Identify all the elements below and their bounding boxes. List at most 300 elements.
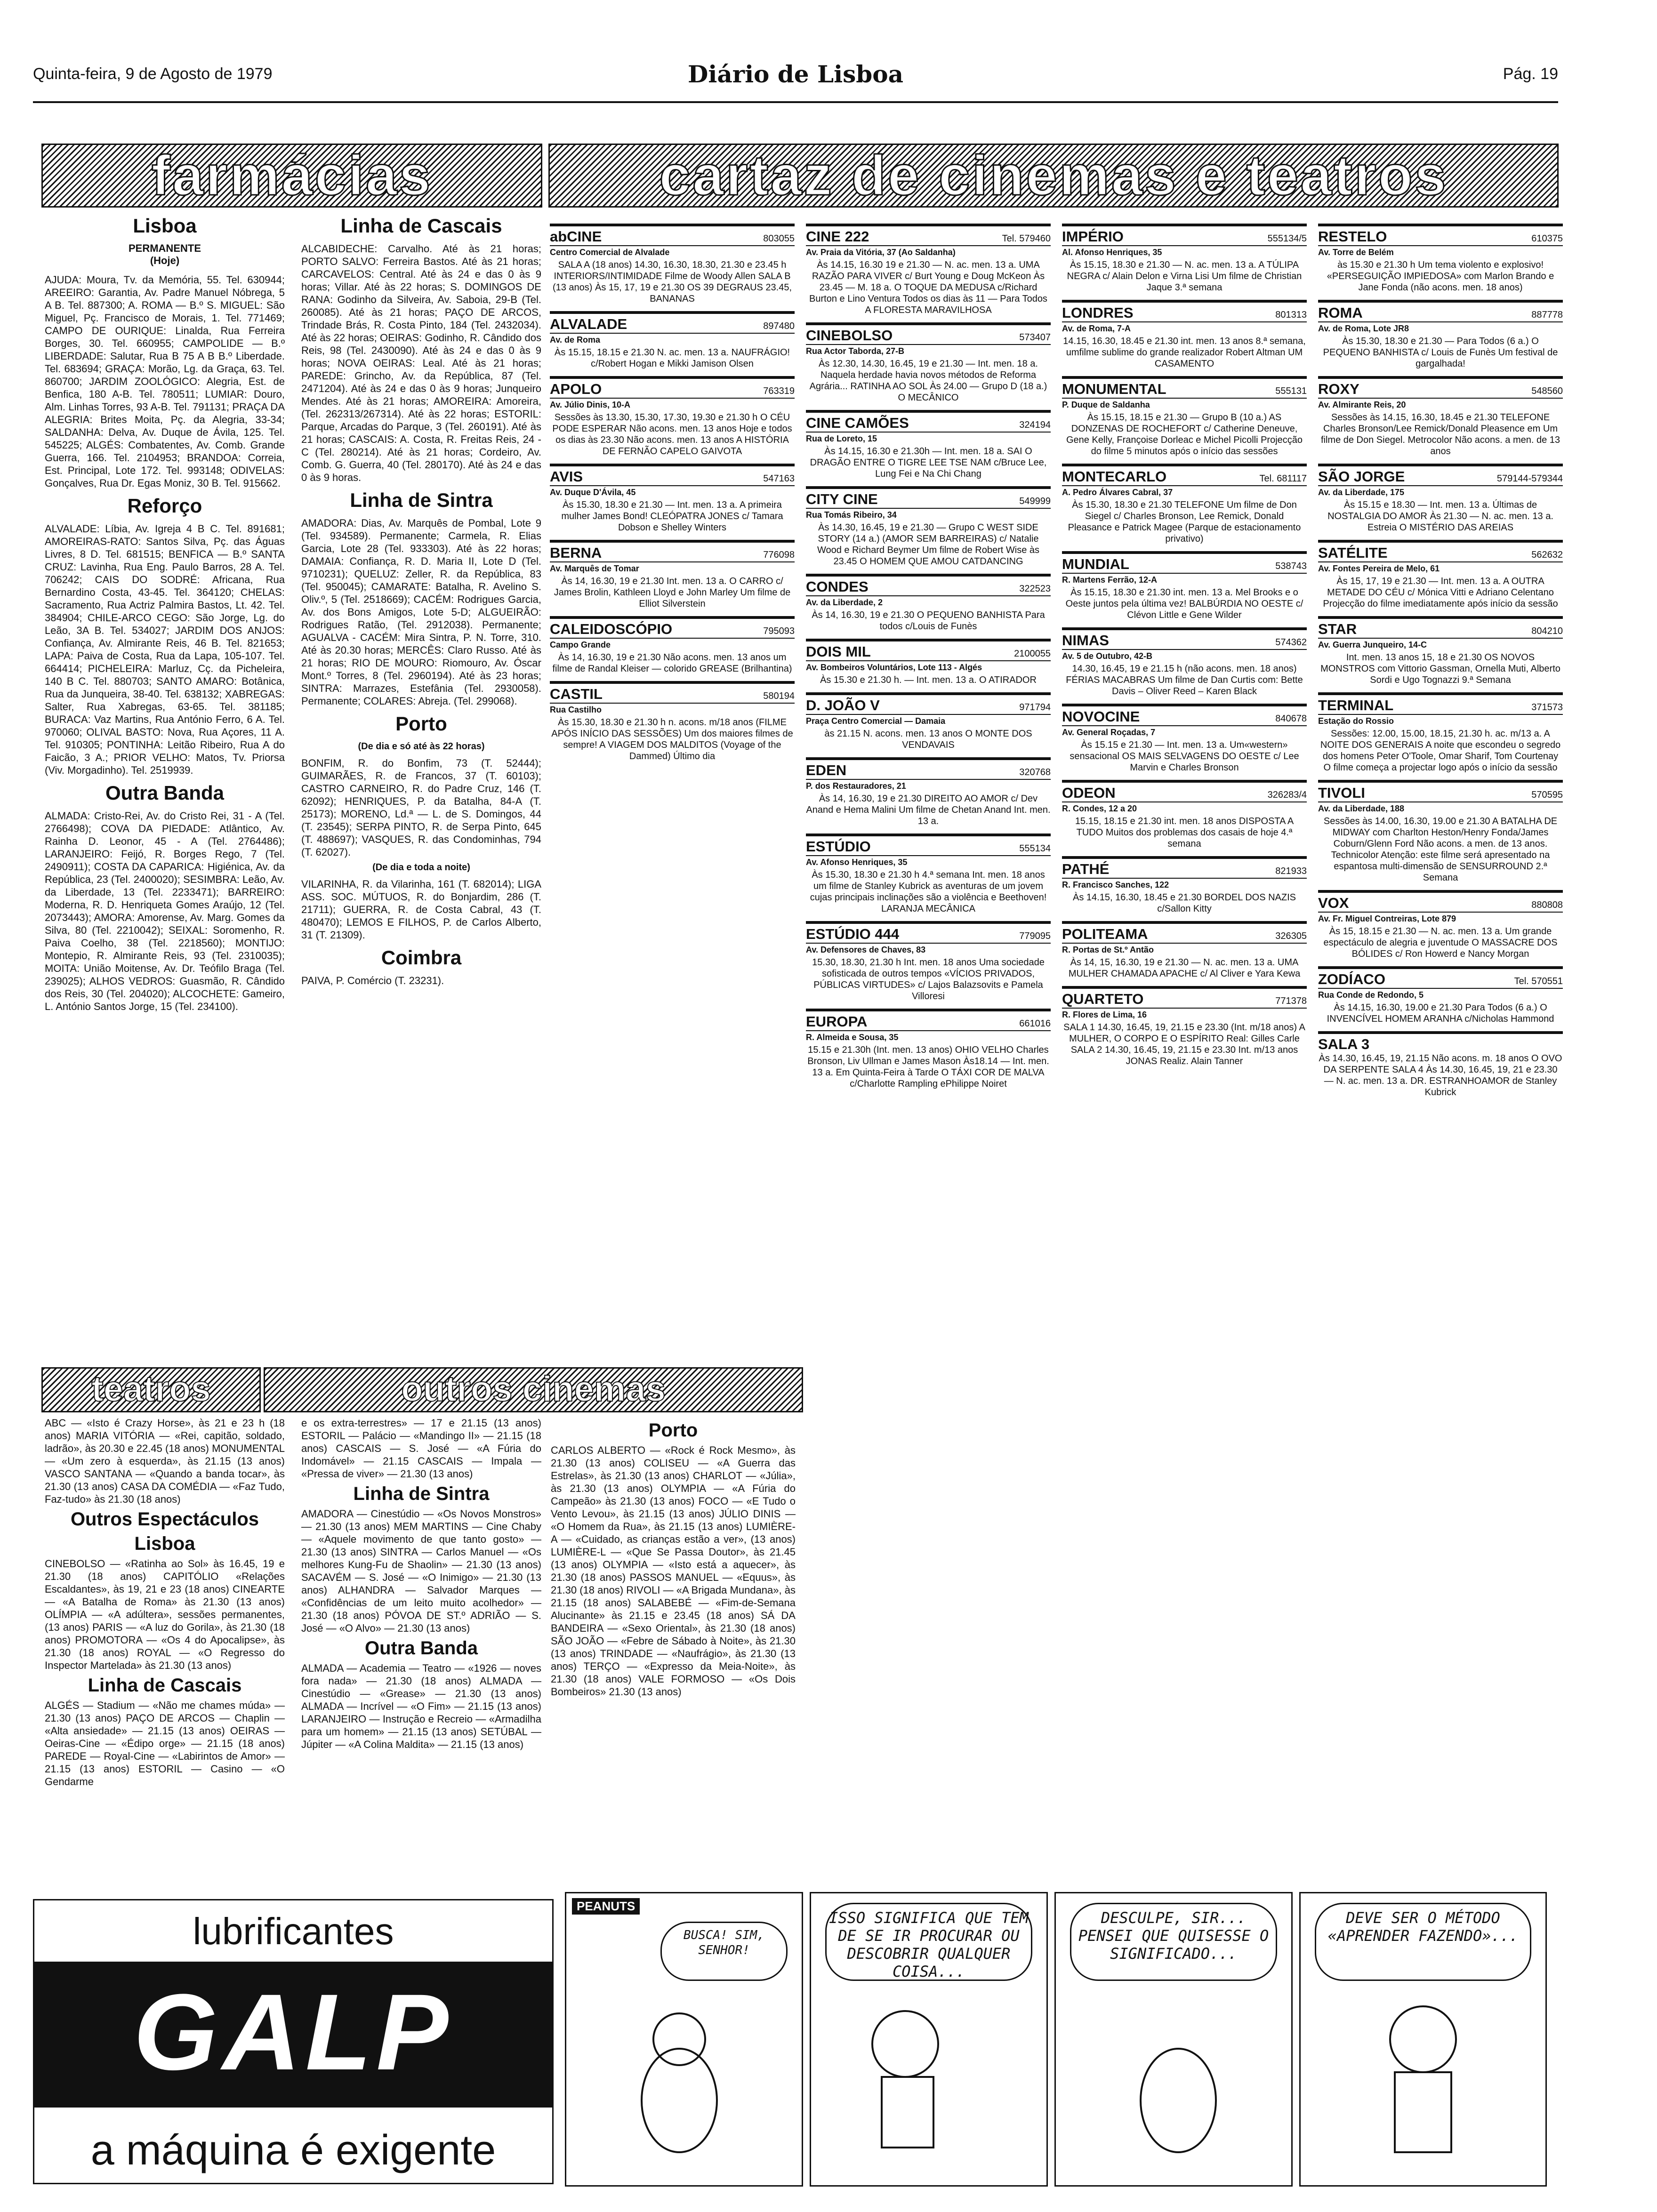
cinema-address: Praça Centro Comercial — Damaia	[806, 714, 1051, 728]
cinema-program: Int. men. 13 anos 15, 18 e 21.30 OS NOVOS MONSTROS com Vittorio Gassman, Ornella Muti, Alberto Sordi e Ugo Tognazzi 9.ª Semana	[1320, 652, 1560, 685]
cinema-program: Às 15, 17, 19 e 21.30 — Int. men. 13 a. A OUTRA METADE DO CÉU c/ Mónica Vitti e Adriano Celentano Projecção do filme imediatamente após início da sessão	[1323, 576, 1558, 609]
cascais-list: ALCABIDECHE: Carvalho. Até às 21 horas; PORTO SALVO: Ferreira Bastos. Até às 21 horas; CARCAVELOS: Central. Até às 24 e das 0 às 9 horas; Villar. Até às 22 horas; S. DOMINGOS DE RANA: Godinho da Silveira, Av. Saboia, 29-B (Tel. 260085). Até às 21 horas; PAÇO DE ARCOS, Trindade Brás, R. Costa Pinto, 184 (Tel. 2432034). Até às 22 horas; OEIRAS: Godinho, R. Cândido dos Reis, 98 (Tel. 2430090). Até às 24 e das 0 às 9 horas; NOVA OEIRAS: Leal. Até às 21 horas; PAREDE: Grincho, Av. da República, 87 (Tel. 2471204). Até às 24 e das 0 às 9 horas; Junqueiro Mendes. Até às 21 horas; AMOREIRA: Amoreira, (Tel. 262313/267314). Até às 22 horas; ESTORIL: Parque, Arcadas do Parque, 3 (Tel. 260191). Até às 21 horas; CASCAIS: A. Costa, R. Freitas Reis, 24 - C (Tel. 280214). Até às 21 horas; Cordeiro, Av. Comb. G. Guerra, 40 (Tel. 280170). Até às 24 e das 0 às 9 horas.	[301, 243, 541, 483]
cinema-name: SATÉLITE	[1318, 545, 1388, 561]
farmacias-title: farmácias	[151, 144, 433, 207]
cinema-header	[1318, 893, 1563, 912]
reforco-heading: Reforço	[127, 495, 202, 517]
cinema-listing-dois-mil	[806, 639, 1051, 686]
cinema-phone: Tel. 570551	[1514, 976, 1563, 986]
cinema-header	[1062, 783, 1307, 801]
cinema-listing-nimas	[1062, 627, 1307, 697]
cinema-header	[806, 1011, 1051, 1030]
farmacias-lisboa-column	[45, 209, 285, 1362]
cinema-listing-alvalade	[550, 311, 795, 369]
outros-sintra-list: AMADORA — Cinestúdio — «Os Novos Monstros» — 21.30 (13 anos) MEM MARTINS — Cine Chaby — «Aquele movimento de que tanto gosto» — 21.30 (13 anos) SINTRA — Carlos Manuel — «Os melhores Kung-Fu de Shaolin» — 21.30 (13 anos) SACAVÉM — S. José — «O Inimigo» — 21.30 (13 anos) ALHANDRA — Salvador Marques — «Confidências de um leito muito acolhedor» — 21.30 (18 anos) PÓVOA DE ST.º ADRIÃO — S. José — «O Alvo» — 21.30 (13 anos)	[301, 1508, 541, 1634]
cinema-phone: 320768	[1019, 767, 1051, 777]
cinema-address: Av. Praia da Vitória, 37 (Ao Saldanha)	[806, 245, 1051, 259]
speech-bubble-3: DESCULPE, SIR... PENSEI QUE QUISESSE O SIGNIFICADO...	[1070, 1903, 1277, 1981]
comic-panel-2	[810, 1892, 1048, 2187]
teatros-cascais-list: ALGÉS — Stadium — «Não me chames múda» — 21.30 (13 anos) PAÇO DE ARCOS — Chaplin — «Alta ansiedade» — 21.15 (13 anos) OEIRAS — Oeiras-Cine — «Édipo orge» — 21.15 (18 anos) PAREDE — Royal-Cine — «Labirintos de Amor» — 21.15 (13 anos) ESTORIL — Casino — «O Gendarme	[45, 1699, 285, 1787]
cinema-program: Às 14, 15, 16.30, 19 e 21.30 — N. ac. men. 13 a. UMA MULHER CHAMADA APACHE c/ Al Cliver e Yara Kewa	[1068, 957, 1301, 979]
cinema-phone: 795093	[763, 626, 795, 636]
page-header	[33, 60, 1558, 93]
cartaz-title: cartaz de cinemas e teatros	[659, 144, 1448, 207]
cinema-header	[806, 489, 1051, 508]
cinema-phone: 2100055	[1014, 649, 1051, 659]
cinema-phone: 803055	[763, 233, 795, 244]
comic-panel-4	[1299, 1892, 1547, 2187]
cinema-phone: 574362	[1275, 637, 1307, 648]
ad-slogan: a máquina é exigente	[90, 2127, 496, 2174]
cinema-phone: Tel. 681117	[1259, 473, 1307, 484]
cinema-program: Às 14, 16.30, 19 e 21.30 Int. men. 13 a. O CARRO c/ James Brolin, Kathleen Lloyd e John Marley Um filme de Elliot Silverstein	[554, 576, 791, 609]
cinema-listing-eden	[806, 757, 1051, 827]
cinema-address: Av. Marquês de Tomar	[550, 561, 795, 576]
cinema-header	[806, 226, 1051, 245]
cinema-phone: 570595	[1531, 790, 1563, 800]
cinema-program: Às 15, 18.15 e 21.30 — N. ac. men. 13 a. Um grande espectáculo de alegria e juventude O MASSACRE DOS BÓLIDES c/ Ron Howerd e Nancy Morgan	[1323, 926, 1558, 959]
cinema-program: Às 14.15, 16.30 e 21.30h — Int. men. 18 a. SAI O DRAGÃO ENTRE O TIGRE LEE TSE NAM c/Bruce Lee, Lung Fei e Na Chi Chang	[810, 446, 1047, 479]
outros-sintra-heading: Linha de Sintra	[353, 1483, 490, 1504]
cinema-address: R. Martens Ferrão, 12-A	[1062, 573, 1307, 587]
cinema-name: MONUMENTAL	[1062, 381, 1166, 397]
cinema-phone: 771378	[1275, 996, 1307, 1006]
cinema-phone: 971794	[1019, 702, 1051, 713]
outros-cinemas-column-1	[301, 1417, 541, 1887]
speech-bubble-4: DEVE SER O MÉTODO «APRENDER FAZENDO»...	[1315, 1903, 1531, 1981]
cinema-name: STAR	[1318, 621, 1357, 637]
cinema-column-3	[1062, 224, 1307, 1880]
cinema-name: CONDES	[806, 578, 869, 595]
cinema-phone: 549999	[1019, 496, 1051, 506]
outros-espectaculos-list: CINEBOLSO — «Ratinha ao Sol» às 16.45, 19 e 21.30 (18 anos) CAPITÓLIO «Relações Escaldantes», às 19, 21 e 23 (18 anos) CINEARTE — «A Batalha de Roma» às 21.30 (13 anos) OLÍMPIA — «A adúltera», sessões permanentes, (13 anos) PARIS — «A luz do Gorila», às 21.30 (18 anos) PROMOTORA — «Os 4 do Apocalipse», às 21.30 (18 anos) ROYAL — «O Regresso do Inspector Martelada» às 21.30 (13 anos)	[45, 1558, 285, 1671]
cinema-address: R. Almeida e Sousa, 35	[806, 1030, 1051, 1044]
cinema-header	[550, 466, 795, 485]
cinema-listing-berna	[550, 540, 795, 609]
cinema-name: ALVALADE	[550, 316, 627, 332]
cinema-phone: 371573	[1531, 702, 1563, 713]
cinema-program: Às 15.15, 18.15 e 21.30 — Grupo B (10 a.) AS DONZENAS DE ROCHEFORT c/ Catherine Deneuve, Gene Kelly, Françoise Dorleac e Michel Picolli Projecção do filme 5 minutos após o início das sessões	[1066, 412, 1303, 457]
cinema-column-4	[1318, 224, 1563, 1880]
cinema-program: Sessões às 14.15, 16.30, 18.45 e 21.30 TELEFONE Charles Bronson/Lee Remick/Donald Pleasence em Um filme de Don Siegel. Metrocolor Não acons. a men. de 13 anos	[1320, 412, 1560, 457]
cinema-program: SALA A (18 anos) 14.30, 16.30, 18.30, 21.30 e 23.45 h INTERIORS/INTIMIDADE Filme de Woody Allen SALA B (13 anos) Às 15, 17, 19 e 21.30 OS 39 DEGRAUS 23.45, BANANAS	[552, 260, 792, 304]
cinema-header	[1062, 466, 1307, 485]
cinema-program: Às 15.30, 18.30 e 21.30 TELEFONE Um filme de Don Siegel c/ Charles Bronson, Lee Remick, Donald Pleasance e Patrick Magee (Parque de estacionamento privativo)	[1068, 500, 1301, 544]
farmacias-linhas-column	[301, 209, 541, 1362]
cinema-header	[806, 325, 1051, 344]
cinema-phone: 579144-579344	[1496, 473, 1563, 484]
cinema-listing-cine-222	[806, 224, 1051, 316]
cinema-program: Sessões: 12.00, 15.00, 18.15, 21.30 h. ac. m/13 a. A NOITE DOS GENERAIS A noite que escondeu o segredo dos homens Peter O'Toole, Omar Sharif, Tom Courtenay O filme começa a projectar logo após o início da sessão	[1320, 729, 1561, 773]
cinema-name: APOLO	[550, 381, 602, 397]
cinema-program: Às 15.15 e 18.30 — Int. men. 13 a. Últimas de NOSTALGIA DO AMOR Às 21.30 — N. ac. men. 13 a. Estreia O MISTÉRIO DAS AREIAS	[1327, 500, 1553, 533]
cinema-phone: 573407	[1019, 332, 1051, 343]
cinema-header	[1062, 630, 1307, 649]
cinema-program: Às 14.30, 16.45, 19 e 21.30 — Grupo C WEST SIDE STORY (14 a.) (AMOR SEM BARREIRAS) c/ Natalie Wood e Richard Beymer Um filme de Robert Wise às 23.45 O HOMEM QUE AMOU CATDANCING	[817, 522, 1039, 567]
outros-lisboa-heading: Lisboa	[134, 1533, 195, 1554]
cinema-name: CINE 222	[806, 228, 869, 245]
reforco-list: ALVALADE: Líbia, Av. Igreja 4 B C. Tel. 891681; AMOREIRAS-RATO: Santos Silva, Pç. das Águas Livres, 8 D. Tel. 681515; BENFICA — B.º SANTA CRUZ: Lavinha, Rua Eng. Paulo Barros, 28 A. Tel. 706242; CAIS DO SODRÉ: Africana, Rua Bernardino Costa, 43-45. Tel. 364120; CHELAS: Sacramento, Rua Actriz Palmira Bastos, Lt. 42. Tel. 384904; CHILE-ARCO CEGO: São Jorge, Lg. do Leão, 3A B. Tel. 534027; JARDIM DOS ANJOS: Confiança, Av. Almirante Reis, 46 B. Tel. 821653; LAPA: Paiva de Costa, Rua da Lapa, 105-107. Tel. 664414; PICHELEIRA: Marluz, Cç. da Picheleira, 140 B C. Tel. 880703; SANTO AMARO: Botânica, Rua da Junqueira, 38-40. Tel. 638132; XABREGAS: Salter, Rua Xabregas, 63-65. Tel. 381185; BURACA: Vaz Martins, Rua António Ferro, 6 A. Tel. 970060; OLIVAL BASTO: Nova, Rua Açores, 11 A. Tel. 910305; PONTINHA: Leitão Ribeiro, Rua A do Faicão, 3 A.; PRIOR VELHO: Matos, Tv. Priorsa (Viv. Morgadinho). Tel. 2519939.	[45, 523, 285, 776]
cinema-address: P. Duque de Saldanha	[1062, 398, 1307, 412]
cinema-program: Às 14, 16.30, 19 e 21.30 O PEQUENO BANHISTA Para todos c/Louis de Funès	[812, 610, 1045, 632]
cinema-phone: 326283/4	[1267, 790, 1307, 800]
cinema-address: Av. de Roma	[550, 333, 795, 347]
cinema-listing-vox	[1318, 890, 1563, 960]
cinema-address: Av. Duque D'Ávila, 45	[550, 485, 795, 499]
cinema-listing-sao-jorge	[1318, 464, 1563, 533]
cinema-header	[550, 543, 795, 561]
cinema-listing-odeon	[1062, 780, 1307, 850]
cinema-name: NOVOCINE	[1062, 708, 1140, 725]
teatros-banner	[41, 1367, 261, 1412]
cinema-program: às 21.15 N. acons. men. 13 anos O MONTE DOS VENDAVAIS	[824, 729, 1032, 750]
teatros-title: teatros	[91, 1369, 211, 1409]
porto-heading: Porto	[395, 713, 447, 735]
cinema-address: Al. Afonso Henriques, 35	[1062, 245, 1307, 259]
cinema-listing-cine-camoes	[806, 410, 1051, 480]
cinema-name: abCINE	[550, 228, 602, 245]
speech-bubble-1: BUSCA! SIM, SENHOR!	[660, 1922, 788, 1981]
cinema-address: R. Portas de St.º Antão	[1062, 943, 1307, 957]
teatros-list: ABC — «Isto é Crazy Horse», às 21 e 23 h (18 anos) MARIA VITÓRIA — «Rei, capitão, soldado, ladrão», às 20.30 e 22.45 (18 anos) MONUMENTAL — «Um zero à esquerda», às 21.15 (13 anos) VASCO SANTANA — «Quando a banda tocar», às 21.30 (13 anos) CASA DA COMÉDIA — «Faz Tudo, Faz-tudo» às 21.30 (18 anos)	[45, 1417, 285, 1505]
cinema-listing-zodiaco	[1318, 966, 1563, 1025]
cinema-address: Rua de Loreto, 15	[806, 432, 1051, 446]
cinema-header	[1062, 379, 1307, 398]
cinema-address: Av. de Roma, 7-A	[1062, 321, 1307, 336]
cinema-name: EDEN	[806, 762, 847, 778]
ad-line-lubrificantes: lubrificantes	[193, 1910, 394, 1952]
cinema-name: AVIS	[550, 468, 583, 485]
cinema-name: PATHÉ	[1062, 861, 1110, 877]
cinema-address: R. Condes, 12 a 20	[1062, 801, 1307, 816]
porto-note: (De dia e só até às 22 horas)	[358, 741, 485, 752]
cinema-header	[1062, 554, 1307, 573]
cinema-phone: 555134	[1019, 843, 1051, 854]
cinema-program: Sessões às 13.30, 15.30, 17.30, 19.30 e 21.30 h O CÉU PODE ESPERAR Não acons. men. 13 anos Hoje e todos os dias às 23.30 Não acons. men. 13 anos A HISTÓRIA DE FERNÃO CAPELO GAIVOTA	[552, 412, 792, 457]
cinema-program: Às 15.30, 18.30 e 21.30 h 4.ª semana Int. men. 18 anos um filme de Stanley Kubrick as aventuras de um jovem cujas principais inclinações são a violência e Beethoven! LARANJA MECÂNICA	[810, 870, 1047, 914]
cinema-name: ODEON	[1062, 785, 1116, 801]
cinema-header	[550, 379, 795, 398]
cinema-program: Às 15.15, 18.30 e 21.30 — N. ac. men. 13 a. A TÚLIPA NEGRA c/ Alain Delon e Virna Lisi Um filme de Christian Jaque 3.ª semana	[1067, 260, 1302, 293]
lisboa-list: AJUDA: Moura, Tv. da Memória, 55. Tel. 630944; AREEIRO: Garantia, Av. Padre Manuel Nóbrega, 5 A B. Tel. 887300; A. ROMA — B.º S. MIGUEL: São Miguel, Pç. Francisco de Morais, 1. Tel. 771469; CAMPO DE OURIQUE: Linalda, Rua Ferreira Borges, 30. Tel. 660955; CAMPOLIDE — B.º LIBERDADE: Salutar, Rua B 75 A B B.º Liberdade. Tel. 683694; GRAÇA: Morão, Lg. da Graça, 63. Tel. 860700; JARDIM ZOOLÓGICO: Alegria, Est. de Benfica, 180 A-B. Tel. 780511; LUMIAR: Douro, Alm. Linhas Torres, 93 A-B. Tel. 791131; PRAÇA DA ALEGRIA: Brites Moita, Pç. da Alegria, 33-34; SALDANHA: Delva, Av. Duque de Ávila, 125. Tel. 545225; ALGÉS: Combatentes, Av. Comb. Grande Guerra, 166. Tel. 2104953; BRANDOA: Correia, Est. Principal, Lote 172. Tel. 993148; ODIVELAS: Gonçalves, Rua Dr. Egas Moniz, 30 B. Tel. 915662.	[45, 274, 285, 489]
cinema-listing-imperio	[1062, 224, 1307, 293]
cinema-listing-roxy	[1318, 376, 1563, 457]
cinema-address: Av. Guerra Junqueiro, 14-C	[1318, 638, 1563, 652]
cinema-name: TIVOLI	[1318, 785, 1365, 801]
cinema-listing-satelite	[1318, 540, 1563, 609]
cinema-listing-castil	[550, 681, 795, 762]
cinema-listing-sala-3	[1318, 1031, 1563, 1098]
cinema-name: VOX	[1318, 895, 1349, 911]
cinema-listing-monumental	[1062, 376, 1307, 457]
cinema-name: LONDRES	[1062, 305, 1134, 321]
cinema-program: Às 14.15, 16.30 19 e 21.30 — N. ac. men. 13 a. UMA RAZÃO PARA VIVER c/ Burt Young e Doug McKeon Às 23.45 — M. 18 a. O TOQUE DA MEDUSA c/Richard Burton e Lino Ventura Todos os dias às 11 — Para Todos A FLORESTA MARAVILHOSA	[809, 260, 1047, 315]
cinema-program: Às 14.30, 16.45, 19, 21.15 Não acons. m. 18 anos O OVO DA SERPENTE SALA 4 Às 14.30, 16.45, 19, 21 e 23.30 — N. ac. men. 13 a. DR. ESTRANHOAMOR de Stanley Kubrick	[1319, 1053, 1562, 1098]
cinema-header	[1062, 706, 1307, 725]
outros-porto-list: CARLOS ALBERTO — «Rock é Rock Mesmo», às 21.30 (13 anos) COLISEU — «A Guerra das Estrelas», às 21.30 (13 anos) CHARLOT — «Júlia», às 21.30 (13 anos) OLYMPIA — «A Fúria do Campeão» às 21.30 (13 anos) FOCO — «E Tudo o Vento Levou», às 21.15 (13 anos) JÚLIO DINIS — «O Homem da Rua», às 21.15 (13 anos) LUMIÈRE-A — «Cuidado, as crianças estão a ver», (13 anos) LUMIÈRE-L — «Que Se Passa Doutor», às 21.45 (13 anos) OLYMPIA — «Isto está a aquecer», às 21.30 (18 anos) PASSOS MANUEL — «Equus», às 21.30 (18 anos) RIVOLI — «A Brigada Mundana», às 21.15 (18 anos) SALABEBÉ — «Fim-de-Semana Alucinante» às 21.15 e 23.45 (18 anos) SÁ DA BANDEIRA — «Sexo Oriental», às 21.30 (18 anos) SÃO JOÃO — «Febre de Sábado à Noite», às 21.30 (13 anos) TRINDADE — «Naufrágio», às 21.30 (13 anos) TERÇO — «Expresso da Meia-Noite», às 21.30 (18 anos) VALE FORMOSO — «Os Dois Bombeiros» 21.30 (13 anos)	[551, 1444, 796, 1698]
cinema-address: Av. Júlio Dinis, 10-A	[550, 398, 795, 412]
cinema-header	[1318, 466, 1563, 485]
cinema-name: ZODÍACO	[1318, 971, 1385, 987]
cinema-name: ROXY	[1318, 381, 1359, 397]
cinema-name: ESTÚDIO 444	[806, 926, 900, 942]
hoje-label: (Hoje)	[150, 255, 180, 266]
cinema-address: Av. Fr. Miguel Contreiras, Lote 879	[1318, 912, 1563, 926]
outra-banda-list: ALMADA: Cristo-Rei, Av. do Cristo Rei, 31 - A (Tel. 2766498); COVA DA PIEDADE: Atlântico, Av. Rainha D. Leonor, 45 - A (Tel. 2764486); LARANJEIRO: Feijó, R. Borges Rego, 7 (Tel. 2490911); COSTA DA CAPARICA: Higiénica, Av. da República, 23 (Tel. 2400020); SESIMBRA: Leão, Av. da Liberdade, 13 (Tel. 2233471); BARREIRO: Moderna, R. D. Henriqueta Gomes Araújo, 12 (Tel. 2073443); AMORA: Amorense, Av. Marg. Gomes da Silva, 80 (Tel. 2210042); SEIXAL: Soromenho, R. Paiva Coelho, 38 (Tel. 2218560); MONTIJO: Montepio, R. Almirante Reis, 93 (Tel. 2310035); MOITA: União Moitense, Av. Dr. Teófilo Braga (Tel. 239025); ALHOS VEDROS: Guasmão, R. Cândido dos Reis, 30 (Tel. 204020); ALCOCHETE: Gameiro, L. António Santos Jorge, 15 (Tel. 234100).	[45, 810, 285, 1012]
cinema-phone: 897480	[763, 321, 795, 331]
cinema-listing-europa	[806, 1009, 1051, 1090]
cinema-address: Av. da Liberdade, 2	[806, 595, 1051, 609]
cinema-address: Av. Defensores de Chaves, 83	[806, 943, 1051, 957]
peppermint-patty-drawing-2	[1301, 1988, 1545, 2185]
cinema-name: CASTIL	[550, 686, 603, 702]
teatros-column	[45, 1417, 285, 1887]
cinema-address: Av. General Roçadas, 7	[1062, 725, 1307, 739]
cinema-phone: 840678	[1275, 713, 1307, 724]
sintra-list: AMADORA: Dias, Av. Marquês de Pombal, Lote 9 (Tel. 934589). Permanente; Carmela, R. Elias Garcia, Lote 28 (Tel. 933303). Até às 22 horas; DAMAIA: Confiança, R. D. Maria II, Lote D (Tel. 9710231); QUELUZ: Zeller, R. da República, 83 (Tel. 950045); CAMARATE: Batalha, R. Avelino S. Oliv.º, 5 (Tel. 2518669); CACÉM: Rodrigues Garcia, Av. dos Bons Amigos, Lote 5-D; ALGUEIRÃO: Rodrigues Ratão, (Tel. 2912038). Permanente; AGUALVA - CACÉM: Mira Sintra, P. N. Torre, 310. Até às 20.30 horas; MERCÊS: Claro Russo. Até às 21 horas; RIO DE MOURO: Riomouro, Av. Óscar Mont.º Torres, 8 (Tel. 2960194). Até às 23 horas; SINTRA: Marrazes, Estefânia (Tel. 2930058). Permanente; COLARES: Abreja. (Tel. 299068).	[301, 517, 541, 707]
cascais-heading: Linha de Cascais	[340, 215, 502, 237]
cinema-listing-quarteto	[1062, 986, 1307, 1067]
cinema-header	[806, 577, 1051, 595]
cinema-phone: 779095	[1019, 931, 1051, 941]
farmacias-banner	[41, 144, 542, 208]
cinema-header	[806, 760, 1051, 779]
cinema-header	[1062, 859, 1307, 878]
porto-note-2: (De dia e toda a noite)	[372, 862, 470, 873]
cinema-phone: 548560	[1531, 386, 1563, 396]
cinema-program: 14.30, 16.45, 19 e 21.15 h (não acons. men. 18 anos) FÉRIAS MACABRAS Um filme de Dan Curtis com: Bette Davis – Oliver Reed – Karen Black	[1066, 664, 1303, 697]
cinema-listing-montecarlo	[1062, 464, 1307, 545]
cinema-header	[806, 413, 1051, 432]
cinema-listing-caleidoscopio	[550, 616, 795, 674]
comic-panel-3	[1054, 1892, 1293, 2187]
cinema-address: A. Pedro Álvares Cabral, 37	[1062, 485, 1307, 499]
cinema-phone: 324194	[1019, 420, 1051, 430]
cinema-listing-condes	[806, 574, 1051, 632]
cinema-header	[1318, 783, 1563, 801]
cinema-name: CINE CAMÕES	[806, 415, 909, 431]
cinema-program: às 15.30 e 21.30 h Um tema violento e explosivo! «PERSEGUIÇÃO IMPIEDOSA» com Marlon Brando e Jane Fonda (não acons. men. 18 anos)	[1327, 260, 1554, 293]
cinema-address: Av. da Liberdade, 188	[1318, 801, 1563, 816]
cinema-listing-cinebolso	[806, 322, 1051, 403]
cinema-listing-abcine	[550, 224, 795, 305]
permanente-label: PERMANENTE	[128, 242, 201, 254]
cinema-program: Sessões às 14.00, 16.30, 19.00 e 21.30 A BATALHA DE MIDWAY com Charlton Heston/Henry Fonda/James Coburn/Glenn Ford Não acons. a men. de 13 anos. Technicolor Atenção: este filme será apresentado na espantosa multi-dimensão de SENSURROUND 2.ª Semana	[1323, 816, 1558, 883]
cinema-name: CALEIDOSCÓPIO	[550, 621, 673, 637]
cinema-listing-restelo	[1318, 224, 1563, 293]
speech-bubble-2: ISSO SIGNIFICA QUE TEM DE SE IR PROCURAR OU DESCOBRIR QUALQUER COISA...	[825, 1903, 1032, 1981]
cinema-header	[550, 226, 795, 245]
cinema-header	[806, 641, 1051, 660]
cinema-program: Às 15.15, 18.30 e 21.30 int. men. 13 a. Mel Brooks e o Oeste juntos pela última vez! BALBÚRDIA NO OESTE c/ Clévon Little e Gene Wilder	[1065, 587, 1303, 620]
cinema-address: R. Flores de Lima, 16	[1062, 1008, 1307, 1022]
sintra-heading: Linha de Sintra	[350, 489, 493, 511]
cinema-listing-mundial	[1062, 551, 1307, 621]
cinema-name: ESTÚDIO	[806, 838, 871, 855]
cinema-listing-novocine	[1062, 704, 1307, 773]
cinema-name: IMPÉRIO	[1062, 228, 1124, 245]
cinema-name: MONTECARLO	[1062, 468, 1167, 485]
cinema-program: Às 15.15 e 21.30 — Int. men. 13 a. Um«western» sensacional OS MAIS SELVAGENS DO OESTE c/ Lee Marvin e Charles Bronson	[1070, 740, 1299, 773]
cinema-name: TERMINAL	[1318, 697, 1394, 713]
header-rule	[33, 101, 1558, 103]
lisboa-heading: Lisboa	[133, 215, 197, 237]
cinema-listing-estudio	[806, 834, 1051, 914]
cinema-address: Av. 5 de Outubro, 42-B	[1062, 649, 1307, 663]
cinema-phone: 804210	[1531, 626, 1563, 636]
cinema-phone: 887778	[1531, 310, 1563, 320]
cinema-address: Rua Castilho	[550, 703, 795, 717]
cinema-program: SALA 1 14.30, 16.45, 19, 21.15 e 23.30 (Int. m/18 anos) A MULHER, O CORPO E O ESPÍRITO Real: Gilles Carle SALA 2 14.30, 16.45, 19, 21.15 e 23.30 Int. m/13 anos JONAS Realiz. Alain Tanner	[1063, 1022, 1305, 1066]
cinema-header	[1318, 303, 1563, 321]
outros-cinemas-column-2	[551, 1417, 796, 1887]
cinema-header	[1062, 989, 1307, 1008]
cinema-address: P. dos Restauradores, 21	[806, 779, 1051, 793]
galp-advertisement	[33, 1899, 554, 2184]
cinema-address: Av. Afonso Henriques, 35	[806, 855, 1051, 869]
cinema-header	[1318, 1034, 1563, 1053]
cinema-address: Campo Grande	[550, 638, 795, 652]
cinema-phone: 326305	[1275, 931, 1307, 941]
coimbra-heading: Coimbra	[381, 946, 462, 969]
cinema-program: Às 15.30, 18.30 e 21.30 h n. acons. m/18 anos (FILME APÓS INÍCIO DAS SESSÕES) Um dos maiores filmes de sempre! A VIAGEM DOS MALDITOS (Voyage of the Dammed) Último dia	[551, 717, 793, 761]
cinema-address: Av. Fontes Pereira de Melo, 61	[1318, 561, 1563, 576]
cinema-phone: 555134/5	[1267, 233, 1307, 244]
cinema-phone: 322523	[1019, 584, 1051, 594]
cinema-program: Às 14, 16.30, 19 e 21.30 Não acons. men. 13 anos um filme de Randal Kleiser — colorido GREASE (Brilhantina)	[552, 652, 792, 674]
cinema-name: CITY CINE	[806, 491, 878, 507]
cinema-name: RESTELO	[1318, 228, 1387, 245]
cinema-address: Av. da Liberdade, 175	[1318, 485, 1563, 499]
cinema-phone: 562632	[1531, 550, 1563, 560]
cinema-program: Às 15.15, 18.15 e 21.30 N. ac. men. 13 a. NAUFRÁGIO! c/Robert Hogan e Mikki Jamison Olsen	[554, 347, 790, 369]
outros-espectaculos-heading: Outros Espectáculos	[70, 1509, 259, 1530]
cinema-phone: 547163	[763, 473, 795, 484]
cinema-address: Estação do Rossio	[1318, 714, 1563, 728]
cinema-program: 15.30, 18.30, 21.30 h Int. men. 18 anos Uma sociedade sofisticada de outros tempos «VÍCIOS PRIVADOS, PÚBLICAS VIRTUDES» c/ Lajos Balazsovits e Pamela Villoresi	[812, 957, 1045, 1002]
cinema-listing-terminal	[1318, 692, 1563, 773]
cinema-address: Rua Tomás Ribeiro, 34	[806, 508, 1051, 522]
cinema-listing-d-joao-v	[806, 692, 1051, 751]
cinema-name: POLITEAMA	[1062, 926, 1148, 942]
cinema-phone: Tel. 579460	[1002, 233, 1051, 244]
porto-list-2: VILARINHA, R. da Vilarinha, 161 (T. 682014); LIGA ASS. SOC. MÚTUOS, R. do Bonjardim, 286 (T. 21711); GUERRA, R. de Costa Cabral, 43 (T. 480470); LEMOS E FILHOS, P. de Carlos Alberto, 31 (T. 21309).	[301, 878, 541, 941]
cinema-program: 15.15 e 21.30h (Int. men. 13 anos) OHIO VELHO Charles Bronson, Liv Ullman e James Mason Às18.14 — Int. men. 13 a. Em Quinta-Feira à Tarde O TÁXI COR DE MALVA c/Charlotte Rampling ePhilippe Noiret	[807, 1045, 1049, 1089]
cinema-header	[1318, 226, 1563, 245]
cinema-name: EUROPA	[806, 1013, 868, 1030]
cinema-listing-londres	[1062, 300, 1307, 369]
cinema-address: Av. Torre de Belém	[1318, 245, 1563, 259]
cinema-listing-pathe	[1062, 856, 1307, 914]
cinema-listing-estudio-444	[806, 921, 1051, 1002]
cinema-phone: 801313	[1275, 310, 1307, 320]
cinema-header	[1062, 226, 1307, 245]
cinema-name: ROMA	[1318, 305, 1363, 321]
galp-logo: GALP	[133, 1972, 453, 2092]
cinema-column-2	[806, 224, 1051, 1880]
cinema-address: R. Francisco Sanches, 122	[1062, 878, 1307, 892]
snoopy-drawing	[566, 1988, 802, 2176]
comic-label: PEANUTS	[572, 1898, 640, 1915]
cinema-address: Centro Comercial de Alvalade	[550, 245, 795, 259]
porto-list: BONFIM, R. do Bonfim, 73 (T. 52444); GUIMARÃES, R. de Francos, 37 (T. 60103); CASTRO CARNEIRO, R. do Padre Cruz, 146 (T. 62092); HENRIQUES, P. da Batalha, 84-A (T. 25173); MORENO, Ld.ª — L. de S. Domingos, 44 (T. 23545); SERPA PINTO, R. de Serpa Pinto, 645 (T. 488697); VASQUES, R. das Condominhas, 794 (T. 62027).	[301, 757, 541, 858]
comic-panel-1	[565, 1892, 803, 2187]
cinema-header	[1318, 969, 1563, 988]
cinema-name: QUARTETO	[1062, 991, 1144, 1007]
cinema-listing-avis	[550, 464, 795, 533]
cinema-address: Rua Actor Taborda, 27-B	[806, 344, 1051, 358]
cinema-phone: 763319	[763, 386, 795, 396]
outros-cascais-list: e os extra-terrestres» — 17 e 21.15 (13 anos) ESTORIL — Palácio — «Mandingo II» — 21.15 (18 anos) CASCAIS — S. José — «A Fúria do Indomável» — 21.15 CASCAIS — Impala — «Pressa de viver» — 21.30 (13 anos)	[301, 1417, 541, 1480]
outros-porto-heading: Porto	[648, 1420, 698, 1441]
cinema-name: D. JOÃO V	[806, 697, 880, 713]
cinema-program: Às 14, 16.30, 19 e 21.30 DIREITO AO AMOR c/ Dev Anand e Hema Malini Um filme de Chetan Anand Int. men. 13 a.	[806, 793, 1051, 826]
cinema-program: Às 14.15, 16.30, 19.00 e 21.30 Para Todos (6 a.) O INVENCÍVEL HOMEM ARANHA c/Nicholas Hammond	[1327, 1002, 1554, 1024]
masthead: Diário de Lisboa	[687, 60, 904, 88]
cinema-listing-politeama	[1062, 921, 1307, 979]
cinema-listing-city-cine	[806, 486, 1051, 567]
cinema-header	[550, 684, 795, 703]
cinema-address: Av. Bombeiros Voluntários, Lote 113 - Algés	[806, 660, 1051, 674]
issue-date: Quinta-feira, 9 de Agosto de 1979	[33, 65, 273, 83]
cinema-header	[1318, 695, 1563, 714]
cinema-name: NIMAS	[1062, 632, 1109, 649]
cinema-listing-star	[1318, 616, 1563, 686]
cinema-phone: 555131	[1275, 386, 1307, 396]
cinema-header	[806, 924, 1051, 943]
cinema-header	[550, 314, 795, 333]
cinema-header	[1318, 619, 1563, 638]
cinema-phone: 880808	[1531, 900, 1563, 910]
cinema-header	[806, 836, 1051, 855]
page-number: Pág. 19	[1503, 65, 1558, 83]
cinema-header	[1062, 924, 1307, 943]
cartaz-banner	[548, 144, 1559, 208]
cinema-phone: 776098	[763, 550, 795, 560]
snoopy-drawing-2	[1056, 1988, 1291, 2185]
cinema-program: Às 14.15, 16.30, 18.45 e 21.30 BORDEL DOS NAZIS c/Sallon Kitty	[1073, 892, 1296, 914]
peppermint-patty-drawing	[811, 1988, 1046, 2185]
cinema-address: Av. Almirante Reis, 20	[1318, 398, 1563, 412]
cinema-header	[1062, 303, 1307, 321]
cinema-name: SÃO JORGE	[1318, 468, 1405, 485]
cinema-program: Às 15.30, 18.30 e 21.30 — Int. men. 13 a. A primeira mulher James Bond! CLEÓPATRA JONES c/ Tamara Dobson e Shelley Winters	[561, 500, 783, 533]
cinema-program: Às 15.30, 18.30 e 21.30 — Para Todos (6 a.) O PEQUENO BANHISTA c/ Louis de Funès Um festival de gargalhada!	[1323, 336, 1558, 369]
cinema-listing-roma	[1318, 300, 1563, 369]
cinema-phone: 821933	[1275, 866, 1307, 876]
cinema-phone: 538743	[1275, 561, 1307, 571]
cinema-address: Rua Conde de Redondo, 5	[1318, 988, 1563, 1002]
cinema-address: Av. de Roma, Lote JR8	[1318, 321, 1563, 336]
coimbra-list: PAIVA, P. Comércio (T. 23231).	[301, 975, 444, 986]
outros-cinemas-title: outros cinemas	[401, 1369, 666, 1409]
cinema-header	[1318, 543, 1563, 561]
peanuts-comic-strip	[565, 1892, 1553, 2188]
outros-banda-list: ALMADA — Academia — Teatro — «1926 — noves fora nada» — 21.30 (18 anos) ALMADA — Cinestúdio — «Grease» — 21.30 (13 anos) ALMADA — Incrível — «O Fim» — 21.15 (13 anos) LARANJEIRO — Instrução e Recreio — «Armadilha para um homem» — 21.15 (13 anos) SETÚBAL — Júpiter — «A Colina Maldita» — 21.15 (13 anos)	[301, 1662, 541, 1750]
cinema-name: DOIS MIL	[806, 643, 871, 660]
cinema-program: 15.15, 18.15 e 21.30 int. men. 18 anos DISPOSTA A TUDO Muitos dos problemas dos casais de hoje 4.ª semana	[1075, 816, 1294, 849]
outros-banda-heading: Outra Banda	[364, 1638, 478, 1659]
cinema-phone: 580194	[763, 691, 795, 701]
cinema-header	[550, 619, 795, 638]
cinema-phone: 610375	[1531, 233, 1563, 244]
cinema-header	[806, 695, 1051, 714]
cinema-listing-tivoli	[1318, 780, 1563, 883]
cinema-program: Às 12.30, 14.30, 16.45, 19 e 21.30 — Int. men. 18 a. Naquela herdade havia novos métodos de Reforma Agrária... RATINHA AO SOL Às 24.00 — Grupo D (18 a.) O MECÂNICO	[809, 359, 1047, 403]
teatros-cascais-heading: Linha de Cascais	[88, 1675, 242, 1696]
cinema-name: CINEBOLSO	[806, 327, 893, 344]
cinema-listing-apolo	[550, 376, 795, 457]
